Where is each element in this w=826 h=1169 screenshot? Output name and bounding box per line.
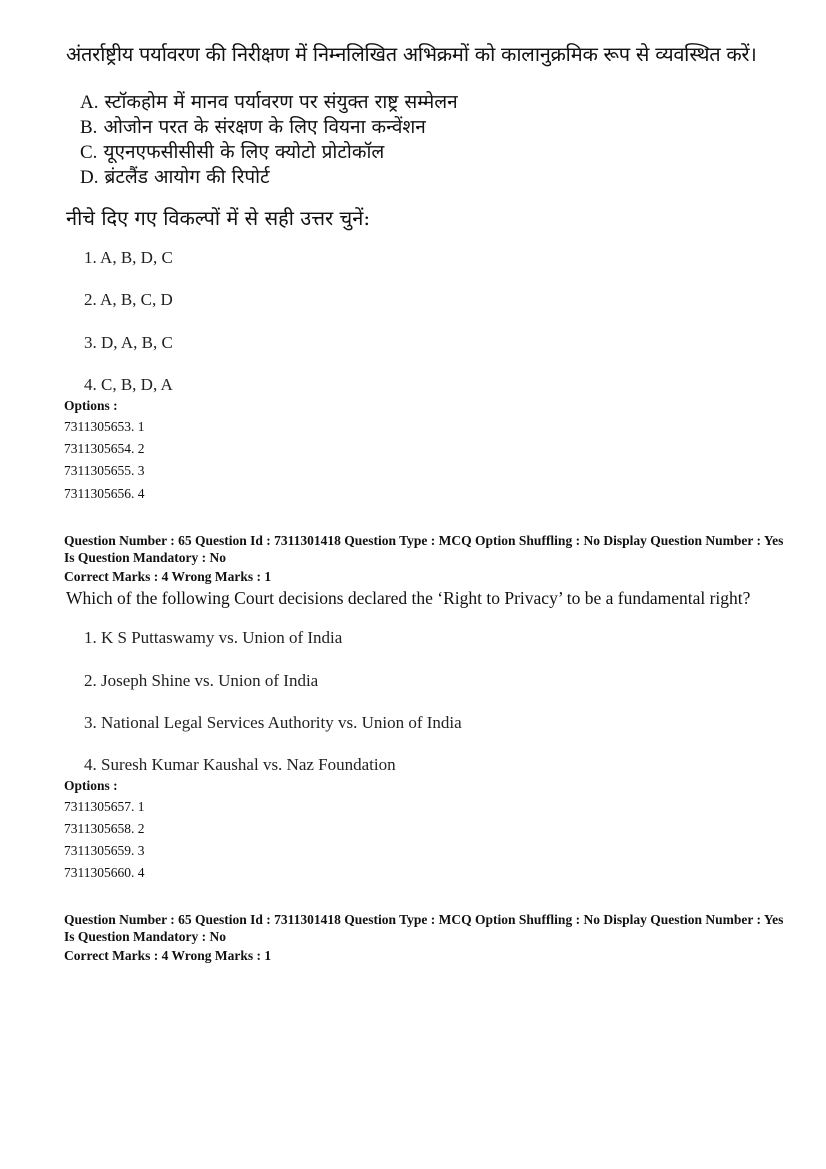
question-marks: Correct Marks : 4 Wrong Marks : 1 (64, 569, 272, 584)
choice-4: 4. C, B, D, A (84, 375, 173, 394)
statement-text: ब्रंटलैंड आयोग की रिपोर्ट (104, 166, 270, 188)
options-label: Options : (64, 778, 118, 793)
option-id-3: 7311305655. 3 (64, 463, 145, 478)
option-id-3: 7311305659. 3 (64, 843, 145, 858)
statement-a (80, 88, 458, 114)
statement-text: स्टॉकहोम में मानव पर्यावरण पर संयुक्त राष्ट्र सम्मेलन (104, 91, 458, 113)
option-id-1: 7311305657. 1 (64, 799, 145, 814)
instruction-text: नीचे दिए गए विकल्पों में से सही उत्तर चुनें: (66, 206, 371, 230)
choice-1: 1. K S Puttaswamy vs. Union of India (84, 628, 343, 647)
choice-2: 2. A, B, C, D (84, 290, 173, 309)
option-id-1: 7311305653. 1 (64, 419, 145, 434)
question-meta: Question Number : 65 Question Id : 7311301418 Question Type : MCQ Option Shuffling : No Display Question Number : Yes Is Question Mandatory : No (64, 533, 784, 565)
statement-text: यूएनएफसीसीसी के लिए क्योटो प्रोटोकॉल (103, 141, 385, 163)
option-id-2: 7311305658. 2 (64, 821, 145, 836)
statement-b (80, 113, 426, 139)
question-text-hindi: अंतर्राष्ट्रीय पर्यावरण की निरीक्षण में निम्नलिखित अभिक्रमों को कालानुक्रमिक रूप से व्यवस्थित करें। (66, 42, 757, 66)
question-meta: Question Number : 65 Question Id : 7311301418 Question Type : MCQ Option Shuffling : No Display Question Number : Yes Is Question Mandatory : No (64, 912, 784, 944)
statement-c (80, 138, 384, 164)
options-label: Options : (64, 398, 118, 413)
choice-3: 3. National Legal Services Authority vs. Union of India (84, 713, 462, 732)
option-id-4: 7311305660. 4 (64, 865, 145, 880)
option-id-2: 7311305654. 2 (64, 441, 145, 456)
statement-text: ओजोन परत के संरक्षण के लिए वियना कन्वेंशन (103, 116, 426, 138)
statement-d (80, 163, 270, 189)
choice-3: 3. D, A, B, C (84, 333, 173, 352)
choice-4: 4. Suresh Kumar Kaushal vs. Naz Foundation (84, 755, 396, 774)
choice-1: 1. A, B, D, C (84, 248, 173, 267)
statement-label: B. (80, 117, 98, 138)
statement-label: A. (80, 92, 99, 113)
question-marks: Correct Marks : 4 Wrong Marks : 1 (64, 948, 272, 963)
question-text-english: Which of the following Court decisions declared the ‘Right to Privacy’ to be a fundamental right? (66, 588, 751, 608)
choice-2: 2. Joseph Shine vs. Union of India (84, 671, 319, 690)
statement-label: D. (80, 167, 99, 188)
option-id-4: 7311305656. 4 (64, 486, 145, 501)
statement-label: C. (80, 142, 98, 163)
